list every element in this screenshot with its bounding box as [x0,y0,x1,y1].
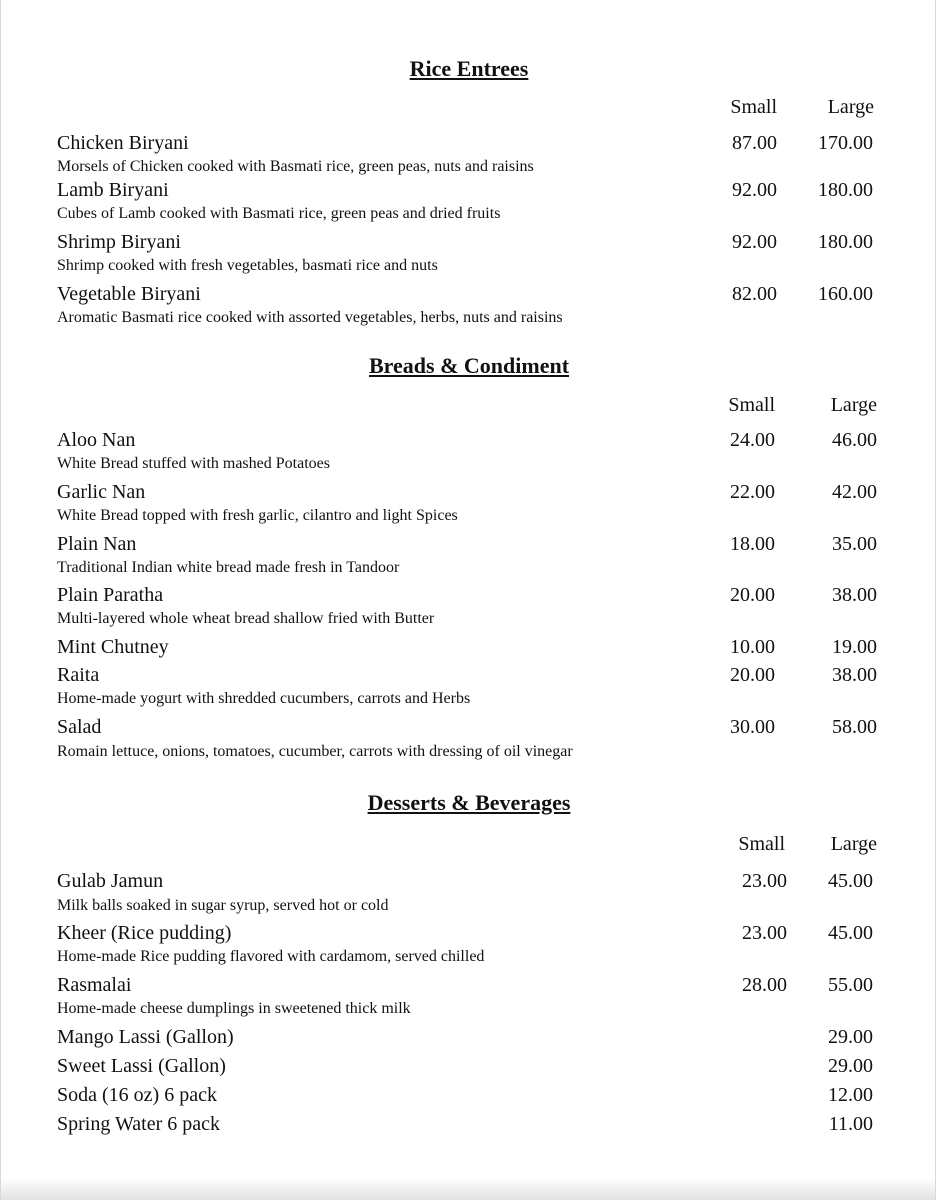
item-price-large: 42.00 [832,481,877,503]
item-price-small: 20.00 [730,584,775,606]
item-price-large: 35.00 [832,533,877,555]
item-price-large: 180.00 [818,231,873,253]
item-price-small: 20.00 [730,664,775,686]
item-name: Mint Chutney [57,636,169,658]
item-price-large: 45.00 [828,922,873,944]
item-name: Garlic Nan [57,481,146,503]
item-price-small: 82.00 [732,283,777,305]
section-title: Rice Entrees [409,56,529,81]
column-header-small: Small [728,394,775,416]
item-name: Shrimp Biryani [57,231,181,253]
item-description: Home-made yogurt with shredded cucumbers, carrots and Herbs [57,690,471,707]
item-name: Spring Water 6 pack [57,1113,220,1135]
item-price-large: 180.00 [818,179,873,201]
item-name: Lamb Biryani [57,179,169,201]
item-description: White Bread topped with fresh garlic, cilantro and light Spices [57,507,458,524]
item-price-small: 23.00 [742,870,787,892]
column-header-large: Large [830,833,877,855]
column-header-small: Small [730,96,777,118]
item-price-small: 10.00 [730,636,775,658]
item-price-large: 12.00 [828,1084,873,1106]
item-name: Salad [57,716,102,738]
item-price-large: 38.00 [832,664,877,686]
section-title: Breads & Condiment [368,353,570,378]
item-name: Raita [57,664,100,686]
item-name: Plain Nan [57,533,137,555]
item-description: Morsels of Chicken cooked with Basmati rice, green peas, nuts and raisins [57,158,534,175]
item-description: White Bread stuffed with mashed Potatoes [57,455,330,472]
page-bottom-shadow [1,1178,935,1200]
section-title: Desserts & Beverages [367,790,571,815]
item-name: Kheer (Rice pudding) [57,922,232,944]
item-price-large: 45.00 [828,870,873,892]
item-price-small: 30.00 [730,716,775,738]
item-price-large: 29.00 [828,1026,873,1048]
item-name: Soda (16 oz) 6 pack [57,1084,217,1106]
item-price-large: 58.00 [832,716,877,738]
item-price-large: 55.00 [828,974,873,996]
item-price-large: 19.00 [832,636,877,658]
item-price-large: 46.00 [832,429,877,451]
item-price-small: 23.00 [742,922,787,944]
item-price-small: 87.00 [732,132,777,154]
item-name: Mango Lassi (Gallon) [57,1026,234,1048]
item-description: Shrimp cooked with fresh vegetables, basmati rice and nuts [57,257,438,274]
item-price-small: 24.00 [730,429,775,451]
item-name: Vegetable Biryani [57,283,201,305]
item-description: Home-made Rice pudding flavored with cardamom, served chilled [57,948,485,965]
item-description: Milk balls soaked in sugar syrup, served hot or cold [57,897,389,914]
item-description: Home-made cheese dumplings in sweetened thick milk [57,1000,411,1017]
item-name: Gulab Jamun [57,870,164,892]
item-description: Traditional Indian white bread made fresh in Tandoor [57,559,400,576]
column-header-small: Small [738,833,785,855]
column-header-large: Large [830,394,877,416]
item-name: Rasmalai [57,974,132,996]
item-name: Sweet Lassi (Gallon) [57,1055,226,1077]
item-description: Romain lettuce, onions, tomatoes, cucumber, carrots with dressing of oil vinegar [57,743,573,760]
item-price-small: 92.00 [732,231,777,253]
column-header-large: Large [827,96,874,118]
item-price-large: 29.00 [828,1055,873,1077]
item-description: Multi-layered whole wheat bread shallow fried with Butter [57,610,435,627]
item-price-small: 28.00 [742,974,787,996]
item-price-large: 170.00 [818,132,873,154]
item-name: Aloo Nan [57,429,136,451]
item-price-large: 11.00 [828,1113,873,1135]
item-price-small: 92.00 [732,179,777,201]
item-name: Chicken Biryani [57,132,189,154]
item-price-small: 22.00 [730,481,775,503]
item-price-large: 160.00 [818,283,873,305]
item-price-large: 38.00 [832,584,877,606]
item-description: Cubes of Lamb cooked with Basmati rice, green peas and dried fruits [57,205,501,222]
item-name: Plain Paratha [57,584,164,606]
item-price-small: 18.00 [730,533,775,555]
item-description: Aromatic Basmati rice cooked with assorted vegetables, herbs, nuts and raisins [57,309,563,326]
